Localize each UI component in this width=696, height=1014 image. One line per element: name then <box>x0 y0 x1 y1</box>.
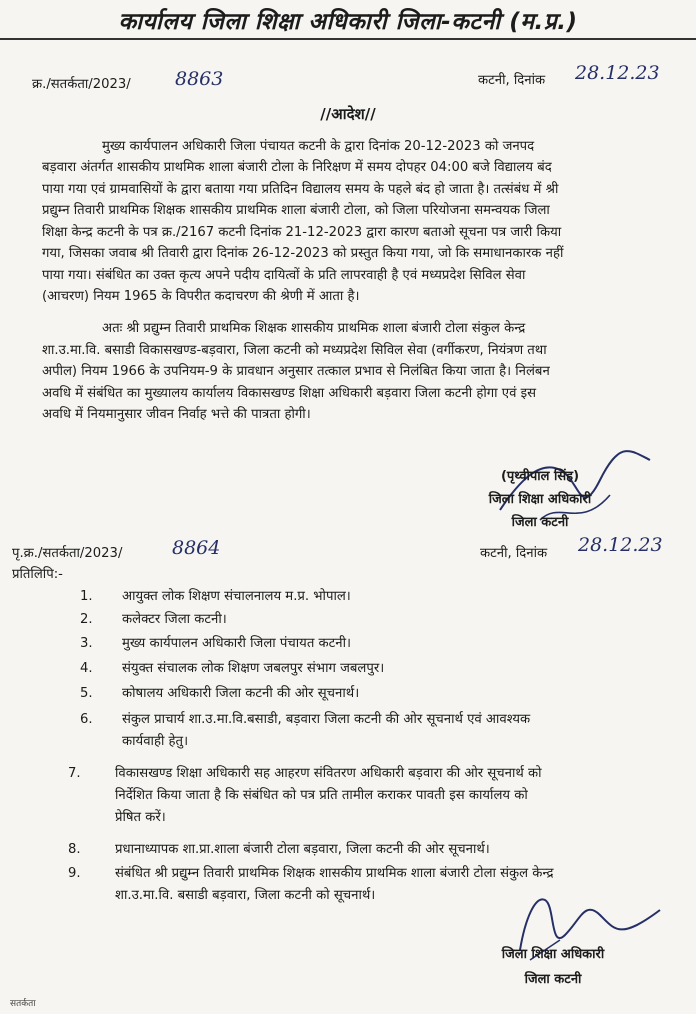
order-date: 28.12.23 <box>575 62 660 84</box>
order-place-date-label: कटनी, दिनांक <box>478 73 546 88</box>
para2-line-2: शा.उ.मा.वि. बसाडी विकासखण्ड-बड़वारा, जिला कटनी को मध्यप्रदेश सिविल सेवा (वर्गीकरण, नियंत्रण तथा <box>42 343 547 358</box>
copy-place-date-label: कटनी, दिनांक <box>480 546 548 561</box>
copy-number: 8864 <box>172 537 221 559</box>
signatory2-place: जिला कटनी <box>524 972 582 987</box>
copy-ref-label: पृ.क्र./सतर्कता/2023/ <box>12 546 123 561</box>
footer-note: सतर्कता <box>10 999 36 1009</box>
copy-item-4-text: संयुक्त संचालक लोक शिक्षण जबलपुर संभाग जबलपुर। <box>122 661 385 676</box>
copy-item-8-num: 8. <box>68 842 81 857</box>
para1-line-2: बड़वारा अंतर्गत शासकीय प्राथमिक शाला बंजारी टोला के निरिक्षण में समय दोपहर 04:00 बजे विद्यालय बंद <box>42 160 552 175</box>
para2-line-3: अपील) नियम 1966 के उपनियम-9 के प्रावधान अनुसार तत्काल प्रभाव से निलंबित किया जाता है। निलंबन <box>42 364 550 379</box>
copy-heading: प्रतिलिपि:- <box>12 567 63 582</box>
signatory-designation: जिला शिक्षा अधिकारी <box>488 492 592 507</box>
header-rule <box>0 38 696 40</box>
order-ref-label: क्र./सतर्कता/2023/ <box>32 77 131 92</box>
copy-item-7-line-1: विकासखण्ड शिक्षा अधिकारी सह आहरण संवितरण अधिकारी बड़वारा की ओर सूचनार्थ को <box>115 766 542 781</box>
copy-item-3-text: मुख्य कार्यपालन अधिकारी जिला पंचायत कटनी। <box>122 636 352 651</box>
para1-line-8: (आचरण) नियम 1965 के विपरीत कदाचरण की श्रेणी में आता है। <box>42 289 360 304</box>
copy-item-9-line-2: शा.उ.मा.वि. बसाडी बड़वारा, जिला कटनी को सूचनार्थ। <box>115 888 376 903</box>
para1-line-1: मुख्य कार्यपालन अधिकारी जिला पंचायत कटनी के द्वारा दिनांक 20-12-2023 को जनपद <box>102 139 535 154</box>
signatory2-designation: जिला शिक्षा अधिकारी <box>501 947 605 962</box>
para1-line-5: शिक्षा केन्द्र कटनी के पत्र क्र./2167 कटनी दिनांक 21-12-2023 द्वारा कारण बताओ सूचना पत्र जारी किया <box>42 225 562 240</box>
copy-item-6-line-1: संकुल प्राचार्य शा.उ.मा.वि.बसाडी, बड़वारा जिला कटनी की ओर सूचनार्थ एवं आवश्यक <box>122 712 531 727</box>
para1-line-7: पाया गया। संबंधित का उक्त कृत्य अपने पदीय दायित्वों के प्रति लापरवाही है एवं मध्यप्रदेश सिविल सेवा <box>42 268 526 283</box>
copy-item-4-num: 4. <box>80 661 93 676</box>
copy-item-3-num: 3. <box>80 636 93 651</box>
para2-line-1: अतः श्री प्रद्युम्न तिवारी प्राथमिक शिक्षक शासकीय प्राथमिक शाला बंजारी टोला संकुल केन्द्र <box>102 321 526 336</box>
copy-item-7-num: 7. <box>68 766 81 781</box>
copy-item-9-num: 9. <box>68 866 81 881</box>
signatory-name: (पृथ्वीपाल सिंह) <box>500 469 580 484</box>
para1-line-3: पाया गया एवं ग्रामवासियों के द्वारा बताया गया प्रतिदिन विद्यालय समय के पहले बंद हो जाता है। तत्संबंध में श्री <box>42 182 559 197</box>
copy-item-5-text: कोषालय अधिकारी जिला कटनी की ओर सूचनार्थ। <box>122 686 360 701</box>
para2-line-5: अवधि में नियमानुसार जीवन निर्वाह भत्ते की पात्रता होगी। <box>42 407 311 422</box>
copy-item-6-line-2: कार्यवाही हेतु। <box>122 734 189 749</box>
copy-item-6-num: 6. <box>80 712 93 727</box>
copy-date: 28.12.23 <box>578 534 663 556</box>
copy-item-7-line-2: निर्देशित किया जाता है कि संबंधित को पत्र प्रति तामील कराकर पावती इस कार्यालय को <box>115 788 528 803</box>
order-number: 8863 <box>175 68 224 90</box>
para1-line-4: प्रद्युम्न तिवारी प्राथमिक शिक्षक शासकीय प्राथमिक शाला बंजारी टोला, को जिला परियोजना समन्वयक जिला <box>42 203 550 218</box>
copy-item-2-text: कलेक्टर जिला कटनी। <box>122 612 227 627</box>
signatory-place: जिला कटनी <box>511 515 569 530</box>
para2-line-4: अवधि में संबंधित का मुख्यालय कार्यालय विकासखण्ड शिक्षा अधिकारी बड़वारा जिला कटनी होगा एवं इस <box>42 386 536 401</box>
copy-item-8-text: प्रधानाध्यापक शा.प्रा.शाला बंजारी टोला बड़वारा, जिला कटनी की ओर सूचनार्थ। <box>115 842 490 857</box>
copy-item-9-line-1: संबंधित श्री प्रद्युम्न तिवारी प्राथमिक शिक्षक शासकीय प्राथमिक शाला बंजारी टोला संकुल केन्द्र <box>115 866 554 881</box>
copy-item-1-text: आयुक्त लोक शिक्षण संचालनालय म.प्र. भोपाल। <box>122 589 351 604</box>
copy-item-7-line-3: प्रेषित करें। <box>115 810 166 825</box>
para1-line-6: गया, जिसका जवाब श्री तिवारी द्वारा दिनांक 26-12-2023 को प्रस्तुत किया गया, जो कि समाधानकारक नहीं <box>42 246 564 261</box>
office-title: कार्यालय जिला शिक्षा अधिकारी जिला-कटनी (म.प्र.) <box>118 9 578 35</box>
copy-item-2-num: 2. <box>80 612 93 627</box>
copy-item-1-num: 1. <box>80 589 93 604</box>
order-heading: //आदेश// <box>320 105 376 123</box>
copy-item-5-num: 5. <box>80 686 93 701</box>
